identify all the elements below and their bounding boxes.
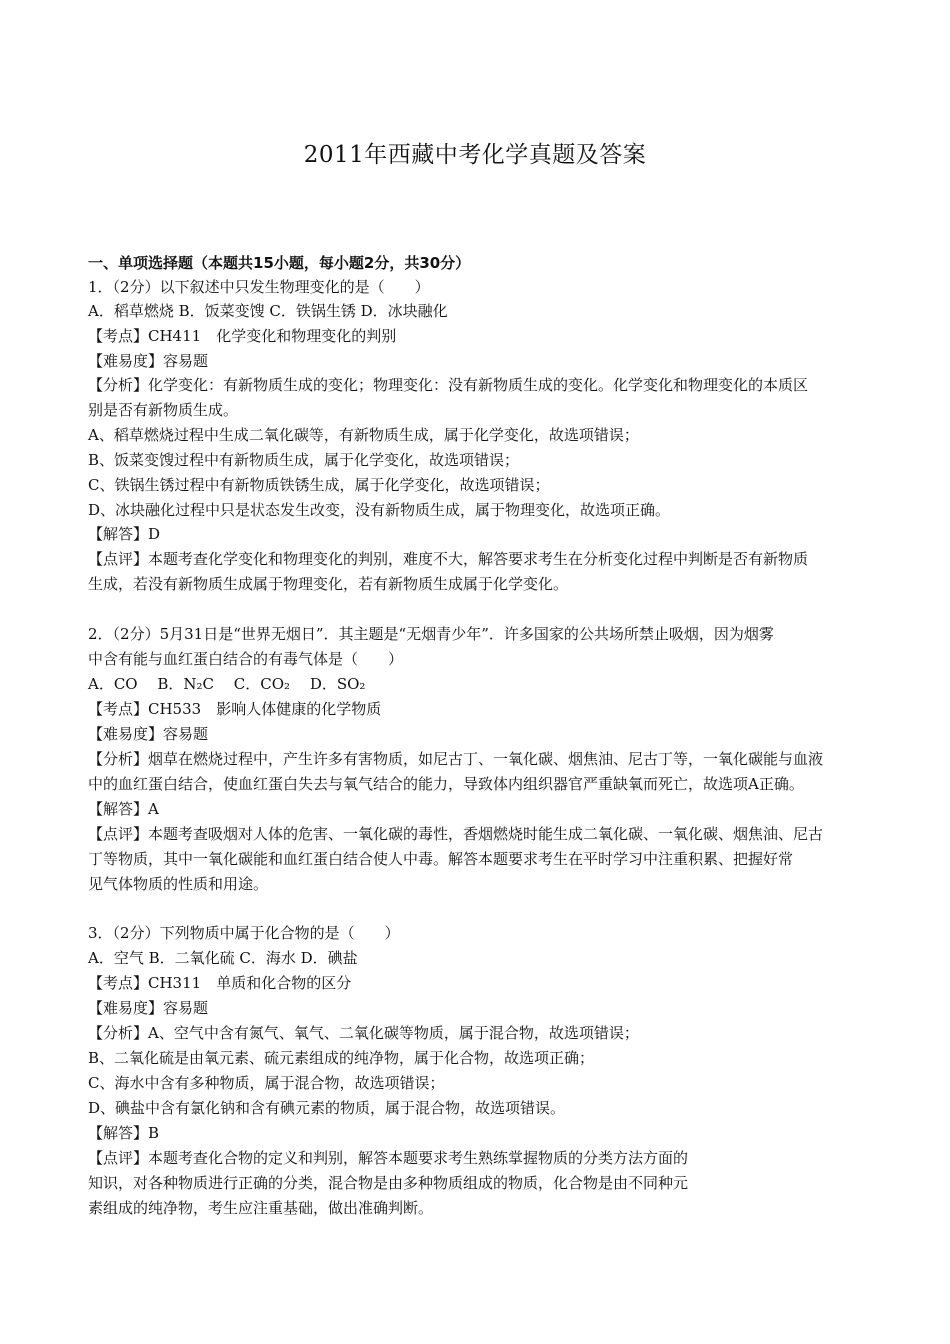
q2-line-10: 丁等物质，其中一氧化碳能和血红蛋白结合使人中毒。解答本题要求考生在平时学习中注重积累、把握好常 [88,850,794,868]
q3-line-7: C、海水中含有多种物质，属于混合物，故选项错误； [88,1074,445,1092]
q2-line-5: 【难易度】容易题 [88,725,209,743]
q3-line-9: 【解答】B [88,1124,160,1142]
q2-line-3: A．CO B．N₂C C．CO₂ D．SO₂ [88,675,366,693]
q2-line-7: 中的血红蛋白结合，使血红蛋白失去与氧气结合的能力，导致体内组织器官严重缺氧而死亡，故选项A正确。 [88,775,804,793]
q3-line-6: B、二氧化硫是由氧元素、硫元素组成的纯净物，属于化合物，故选项正确； [88,1049,595,1067]
q1-line-13: 生成，若没有新物质生成属于物理变化，若有新物质生成属于化学变化。 [88,575,569,593]
q2-line-1: 2．（2分）5月31日是“世界无烟日”．其主题是“无烟青少年”．许多国家的公共场所禁止吸烟，因为烟雾 [88,625,774,643]
q1-line-5: 【分析】化学变化：有新物质生成的变化；物理变化：没有新物质生成的变化。化学变化和物理变化的本质区 [88,376,809,394]
q2-line-8: 【解答】A [88,800,159,818]
q2-line-2: 中含有能与血红蛋白结合的有毒气体是（ ） [88,650,404,668]
q3-line-1: 3．（2分）下列物质中属于化合物的是（ ） [88,924,400,942]
q1-line-9: C、铁锅生锈过程中有新物质铁锈生成，属于化学变化，故选项错误； [88,476,550,494]
q3-line-2: A．空气 B．二氧化硫 C．海水 D．碘盐 [88,949,358,967]
q1-line-11: 【解答】D [88,525,161,543]
q2-line-4: 【考点】CH533 影响人体健康的化学物质 [88,700,382,718]
q1-line-4: 【难易度】容易题 [88,352,209,370]
q1-line-8: B、饭菜变馊过程中有新物质生成，属于化学变化，故选项错误； [88,451,520,469]
q1-line-3: 【考点】CH411 化学变化和物理变化的判别 [88,327,397,345]
q2-line-11: 见气体物质的性质和用途。 [88,875,269,893]
q3-line-11: 知识，对各种物质进行正确的分类，混合物是由多种物质组成的物质，化合物是由不同种元 [88,1174,689,1192]
q3-line-8: D、碘盐中含有氯化钠和含有碘元素的物质，属于混合物，故选项错误。 [88,1099,566,1117]
q1-line-1: 1．（2分）以下叙述中只发生物理变化的是（ ） [88,278,430,296]
section-heading: 一、单项选择题（本题共15小题，每小题2分，共30分） [88,254,471,272]
q3-line-12: 素组成的纯净物，考生应注重基础，做出准确判断。 [88,1199,434,1217]
q1-line-6: 别是否有新物质生成。 [88,401,239,419]
q3-line-10: 【点评】本题考查化合物的定义和判别，解答本题要求考生熟练掌握物质的分类方法方面的 [88,1149,689,1167]
q1-line-10: D、冰块融化过程中只是状态发生改变，没有新物质生成，属于物理变化，故选项正确。 [88,501,671,519]
q1-line-12: 【点评】本题考查化学变化和物理变化的判别，难度不大，解答要求考生在分析变化过程中判断是否有新物质 [88,550,809,568]
q1-line-2: A．稻草燃烧 B．饭菜变馊 C．铁锅生锈 D．冰块融化 [88,302,448,320]
q1-line-7: A、稻草燃烧过程中生成二氧化碳等，有新物质生成，属于化学变化，故选项错误； [88,426,639,444]
page-title: 2011年西藏中考化学真题及答案 [303,142,647,168]
q3-line-5: 【分析】A、空气中含有氮气、氧气、二氧化碳等物质，属于混合物，故选项错误； [88,1024,639,1042]
q2-line-6: 【分析】烟草在燃烧过程中，产生许多有害物质，如尼古丁、一氧化碳、烟焦油、尼古丁等，一氧化碳能与血液 [88,750,824,768]
q3-line-3: 【考点】CH311 单质和化合物的区分 [88,974,352,992]
q2-line-9: 【点评】本题考查吸烟对人体的危害、一氧化碳的毒性，香烟燃烧时能生成二氧化碳、一氧化碳、烟焦油、尼古 [88,825,824,843]
q3-line-4: 【难易度】容易题 [88,999,209,1017]
